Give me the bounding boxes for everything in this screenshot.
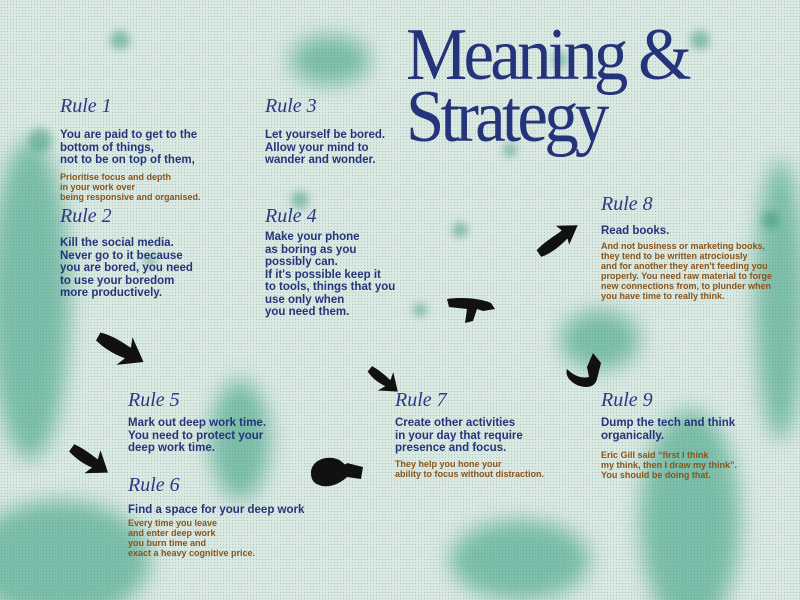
rule-4 (265, 205, 425, 319)
arrow-hand-drawn-icon (66, 438, 114, 482)
rule-body: Kill the social media. Never go to it because you are bored, you need to use your boredom more productively. (60, 237, 193, 299)
rule-body: You are paid to get to the bottom of things, not to be on top of them, (60, 129, 198, 166)
rule-heading: Rule 1 (60, 95, 112, 117)
rule-7 (395, 389, 585, 479)
rule-note: They help you hone your ability to focus without distraction. (395, 458, 545, 479)
title-line-2: Strategy (406, 76, 606, 158)
arrow-hand-drawn-icon (92, 325, 150, 373)
arrow-hand-drawn-icon (563, 352, 603, 390)
rule-heading: Rule 5 (128, 389, 180, 411)
arrow-hand-drawn-icon (364, 362, 404, 398)
rule-3 (265, 95, 425, 167)
rule-body: Read books. (601, 225, 670, 237)
rule-heading: Rule 8 (601, 193, 653, 215)
title-line-1: Meaning & (406, 14, 688, 96)
page-title (406, 14, 688, 158)
rule-body: Mark out deep work time. You need to protect your deep work time. (128, 417, 267, 454)
rule-heading: Rule 4 (265, 205, 317, 227)
rule-heading: Rule 2 (60, 205, 112, 227)
rule-9 (601, 389, 797, 480)
rule-note: Prioritise focus and depth in your work over being responsive and organised. (60, 171, 201, 202)
rule-body: Make your phone as boring as you possibly can. If it's possible keep it to tools, things that you use only when you need them. (265, 231, 396, 318)
rule-body: Create other activities in your day that require presence and focus. (395, 417, 523, 454)
rule-8 (601, 193, 797, 301)
rule-2 (60, 205, 260, 300)
rule-body: Dump the tech and think organically. (601, 417, 736, 442)
arrow-hand-drawn-icon (308, 447, 366, 491)
rule-heading: Rule 6 (128, 474, 180, 496)
rule-heading: Rule 3 (265, 95, 317, 117)
rule-heading: Rule 7 (395, 389, 447, 411)
arrow-hand-drawn-icon (446, 287, 496, 327)
rule-body: Find a space for your deep work (128, 504, 305, 516)
rule-note: Eric Gill said “first I think my think, then I draw my think”. You should be doing that. (601, 450, 738, 480)
rule-heading: Rule 9 (601, 389, 653, 411)
rule-note: Every time you leave and enter deep work you burn time and exact a heavy cognitive price. (128, 517, 256, 558)
arrow-hand-drawn-icon (530, 218, 586, 260)
rule-5 (128, 389, 328, 455)
rule-1 (60, 95, 260, 202)
rule-note: And not business or marketing books, they tend to be written atrociously and for another they aren't feeding you properly. You need raw material to forge new connections from, to plunder when you have time to really think. (601, 240, 773, 301)
rule-body: Let yourself be bored. Allow your mind to wander and wonder. (265, 129, 386, 166)
